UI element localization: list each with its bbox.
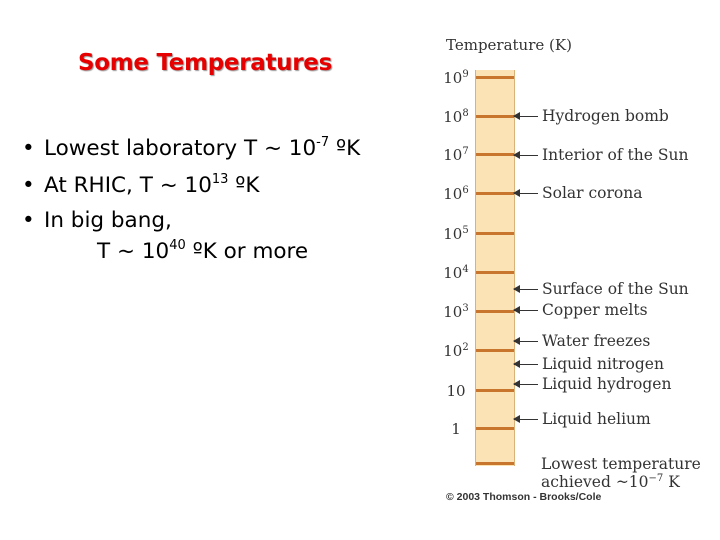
bullet-lowest-lab: • Lowest laboratory T ~ $10^{-7}$ ºK bbox=[22, 135, 361, 161]
marker-label: Water freezes bbox=[542, 332, 651, 350]
scale-tick bbox=[476, 349, 514, 352]
arrow-left-icon bbox=[514, 384, 538, 385]
temperature-marker bbox=[514, 147, 688, 163]
bullet-big-bang-value: T ~ $10^{40}$ ºK or more bbox=[97, 238, 309, 264]
scale-tick bbox=[476, 427, 514, 430]
marker-label: Interior of the Sun bbox=[542, 146, 689, 164]
copyright-credit: © 2003 Thomson - Brooks/Cole bbox=[446, 491, 602, 503]
temperature-marker bbox=[514, 281, 689, 297]
bullet-big-bang: • In big bang, bbox=[22, 208, 172, 233]
marker-label: Hydrogen bomb bbox=[542, 107, 669, 125]
scale-tick bbox=[476, 271, 514, 274]
scale-label: $10^2$ bbox=[443, 342, 469, 360]
temperature-scale-bar bbox=[475, 70, 515, 466]
slide-title: Some Temperatures bbox=[78, 50, 332, 76]
marker-label: Liquid helium bbox=[542, 410, 651, 428]
scale-tick bbox=[476, 192, 514, 195]
bullet-rhic: • At RHIC, T ~ $10^{13}$ ºK bbox=[22, 172, 260, 198]
scale-tick bbox=[476, 115, 514, 118]
marker-label: Copper melts bbox=[542, 301, 648, 319]
temperature-marker bbox=[514, 376, 671, 392]
arrow-left-icon bbox=[514, 364, 538, 365]
marker-label: Solar corona bbox=[542, 184, 643, 202]
scale-label: 10 bbox=[446, 382, 466, 400]
arrow-left-icon bbox=[514, 155, 538, 156]
marker-label: Liquid hydrogen bbox=[542, 375, 672, 393]
marker-label: Surface of the Sun bbox=[542, 280, 689, 298]
scale-tick bbox=[476, 310, 514, 313]
scale-tick bbox=[476, 232, 514, 235]
temperature-marker bbox=[514, 356, 664, 372]
arrow-left-icon bbox=[514, 419, 538, 420]
scale-tick bbox=[476, 76, 514, 79]
scale-tick bbox=[476, 153, 514, 156]
scale-label: $10^9$ bbox=[443, 69, 469, 87]
temperature-marker bbox=[514, 108, 669, 124]
arrow-left-icon bbox=[514, 193, 538, 194]
scale-label: $10^3$ bbox=[443, 303, 469, 321]
temperature-marker bbox=[514, 333, 650, 349]
scale-tick bbox=[476, 462, 514, 465]
temperature-marker bbox=[514, 411, 651, 427]
scale-label: 1 bbox=[451, 420, 461, 438]
temperature-marker bbox=[514, 185, 642, 201]
scale-tick bbox=[476, 389, 514, 392]
scale-label: $10^4$ bbox=[443, 264, 469, 282]
scale-label: $10^8$ bbox=[443, 108, 469, 126]
lowest-temperature-label: Lowest temperature achieved $\sim 10^{-7}$ K bbox=[541, 455, 701, 491]
scale-label: $10^7$ bbox=[443, 146, 469, 164]
arrow-left-icon bbox=[514, 310, 538, 311]
arrow-left-icon bbox=[514, 341, 538, 342]
figure-title: Temperature (K) bbox=[446, 36, 572, 54]
temperature-marker bbox=[514, 302, 648, 318]
arrow-left-icon bbox=[514, 116, 538, 117]
arrow-left-icon bbox=[514, 289, 538, 290]
scale-label: $10^5$ bbox=[443, 225, 469, 243]
marker-label: Liquid nitrogen bbox=[542, 355, 664, 373]
scale-label: $10^6$ bbox=[443, 185, 469, 203]
